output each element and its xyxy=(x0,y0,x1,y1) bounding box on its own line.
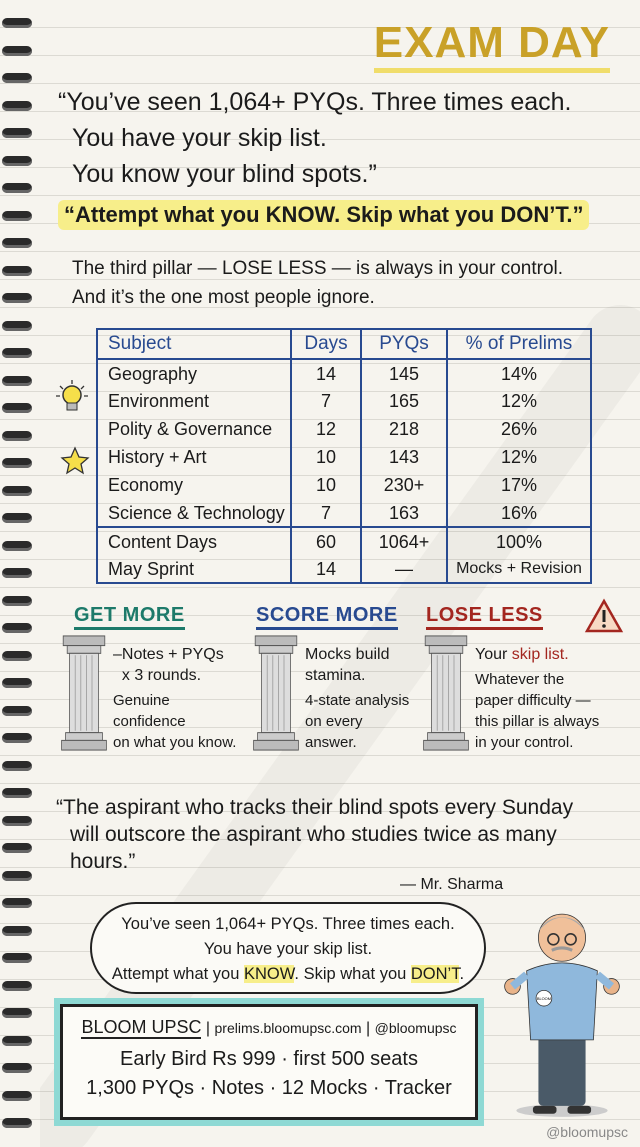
spiral-coil xyxy=(2,843,32,853)
spiral-coil xyxy=(2,568,32,578)
footer-contact-line: BLOOM UPSC | prelims.bloomupsc.com | @bloomupsc xyxy=(81,1017,457,1037)
spiral-coil xyxy=(2,898,32,908)
bubble-line: You’ve seen 1,064+ PYQs. Three times each. xyxy=(121,915,455,933)
spiral-coil xyxy=(2,293,32,303)
table-cell: 100% xyxy=(447,527,591,555)
spiral-coil xyxy=(2,761,32,771)
mentor-character-illustration xyxy=(496,900,628,1120)
col-header: PYQs xyxy=(361,329,447,359)
col-header: % of Prelims xyxy=(447,329,591,359)
spiral-coil xyxy=(2,403,32,413)
table-cell: 26% xyxy=(447,415,591,443)
table-cell: — xyxy=(361,555,447,583)
table-cell: 218 xyxy=(361,415,447,443)
pillar-text: paper difficulty — xyxy=(475,692,591,709)
spiral-coil xyxy=(2,156,32,166)
quote-line: You know your blind spots.” xyxy=(72,160,377,188)
spiral-coil xyxy=(2,183,32,193)
table-row xyxy=(97,555,591,583)
quote-line: will outscore the aspirant who studies twice as many hours.” xyxy=(70,823,557,873)
spiral-coil xyxy=(2,431,32,441)
table-cell: Content Days xyxy=(97,527,291,555)
table-cell: Economy xyxy=(108,475,184,495)
text: Attempt what you xyxy=(111,965,244,983)
quote-line: “You’ve seen 1,064+ PYQs. Three times each. xyxy=(58,88,572,116)
highlighted-mantra: “Attempt what you KNOW. Skip what you DON’T.” xyxy=(58,200,589,230)
spiral-coil xyxy=(2,1091,32,1101)
paragraph-line: And it’s the one most people ignore. xyxy=(72,287,375,308)
quote-line: “The aspirant who tracks their blind spots every Sunday xyxy=(56,796,574,819)
spiral-coil xyxy=(2,816,32,826)
pillar-get-more xyxy=(60,604,246,753)
table-cell: 14% xyxy=(447,359,591,387)
spiral-coil xyxy=(2,211,32,221)
table-cell: 14 xyxy=(291,555,361,583)
table-cell: May Sprint xyxy=(108,558,195,579)
table-cell: 10 xyxy=(291,471,361,499)
table-cell: 60 xyxy=(291,527,361,555)
pillar-text: Mocks build xyxy=(305,646,390,663)
attribution: — Mr. Sharma xyxy=(400,876,504,893)
table-cell: 12% xyxy=(447,387,591,415)
bubble-line: You have your skip list. xyxy=(203,940,373,958)
pillar-score-more xyxy=(252,604,416,753)
paragraph-line: The third pillar — LOSE LESS — is always in your control. xyxy=(72,258,564,279)
speech-bubble xyxy=(90,902,486,994)
spiral-coil xyxy=(2,101,32,111)
table-cell: Environment xyxy=(108,391,210,411)
spiral-coil xyxy=(2,953,32,963)
table-row xyxy=(97,471,591,499)
table-row xyxy=(97,499,591,527)
spiral-coil xyxy=(2,1063,32,1073)
spiral-coil xyxy=(2,733,32,743)
table-header-row xyxy=(97,329,591,359)
pillar-title: LOSE LESS xyxy=(426,604,543,630)
pillar-icon xyxy=(252,634,300,752)
website-link[interactable]: prelims.bloomupsc.com xyxy=(214,1020,362,1036)
col-header: Subject xyxy=(97,329,291,359)
spiral-coil xyxy=(2,651,32,661)
spiral-binding xyxy=(0,0,40,1147)
spiral-coil xyxy=(2,266,32,276)
spiral-coil xyxy=(2,788,32,798)
page-title: EXAM DAY xyxy=(374,18,610,73)
spiral-coil xyxy=(2,376,32,386)
table-row xyxy=(97,387,591,415)
spiral-coil xyxy=(2,926,32,936)
pillar-icon xyxy=(60,634,108,752)
opening-quote xyxy=(58,84,628,192)
table-cell: 163 xyxy=(361,499,447,527)
spiral-coil xyxy=(2,486,32,496)
spiral-coil xyxy=(2,1118,32,1128)
table-cell: History + Art xyxy=(108,447,207,467)
warning-icon xyxy=(584,598,624,639)
table-cell: 10 xyxy=(291,443,361,471)
pillar-text: Genuine confidence xyxy=(113,692,186,730)
table-cell: 16% xyxy=(447,499,591,527)
pillar-text: stamina. xyxy=(305,667,366,684)
table-cell: Geography xyxy=(108,363,198,384)
highlight-dont: DON’T xyxy=(410,965,460,983)
pillar-text: x 3 rounds. xyxy=(113,667,202,684)
table-cell: 143 xyxy=(361,443,447,471)
spiral-coil xyxy=(2,623,32,633)
table-row xyxy=(97,443,591,471)
pillar-icon xyxy=(422,634,470,752)
table-cell: 7 xyxy=(291,387,361,415)
table-cell: 12% xyxy=(447,443,591,471)
pillar-text: on what you know. xyxy=(113,734,237,751)
lightbulb-icon xyxy=(54,378,90,418)
skip-list-text: skip list. xyxy=(511,646,569,663)
study-plan-table xyxy=(96,328,592,584)
table-cell: Polity & Governance xyxy=(108,419,273,439)
spiral-coil xyxy=(2,706,32,716)
spiral-coil xyxy=(2,18,32,28)
spiral-coil xyxy=(2,128,32,138)
table-cell: 1064+ xyxy=(361,527,447,555)
table-cell: 230+ xyxy=(361,471,447,499)
table-cell: Science & Technology xyxy=(108,502,285,523)
pillar-title: GET MORE xyxy=(74,604,185,630)
col-header: Days xyxy=(291,329,361,359)
intro-paragraph xyxy=(72,254,632,312)
mentor-quote xyxy=(56,794,626,875)
spiral-coil xyxy=(2,46,32,56)
text: Your xyxy=(475,646,512,663)
table-row xyxy=(97,527,591,555)
quote-line: You have your skip list. xyxy=(72,124,327,152)
spiral-coil xyxy=(2,73,32,83)
spiral-coil xyxy=(2,348,32,358)
table-row xyxy=(97,359,591,387)
pillar-text: Whatever the xyxy=(475,671,565,688)
table-row xyxy=(97,415,591,443)
highlight-know: KNOW xyxy=(243,965,295,983)
social-handle[interactable]: @bloomupsc xyxy=(374,1020,457,1036)
spiral-coil xyxy=(2,1008,32,1018)
early-bird-offer: Early Bird Rs 999 · first 500 seats xyxy=(120,1048,418,1070)
pillar-text: in your control. xyxy=(475,734,574,751)
features-line: 1,300 PYQs · Notes · 12 Mocks · Tracker xyxy=(86,1077,452,1099)
table-cell: 14 xyxy=(291,359,361,387)
brand-name: BLOOM UPSC xyxy=(81,1017,202,1037)
spiral-coil xyxy=(2,1036,32,1046)
corner-handle: @bloomupsc xyxy=(546,1124,628,1140)
spiral-coil xyxy=(2,871,32,881)
text: . xyxy=(459,965,465,983)
badge-text: BLOOM xyxy=(536,995,551,1001)
table-cell: 12 xyxy=(291,415,361,443)
table-cell: 17% xyxy=(447,471,591,499)
spiral-coil xyxy=(2,238,32,248)
pillar-text: on every answer. xyxy=(305,713,363,751)
table-cell: 165 xyxy=(361,387,447,415)
text: . Skip what you xyxy=(294,965,411,983)
pillar-text xyxy=(475,644,630,665)
spiral-coil xyxy=(2,541,32,551)
pillar-text: this pillar is always xyxy=(475,713,600,730)
table-cell: 145 xyxy=(361,359,447,387)
spiral-coil xyxy=(2,981,32,991)
spiral-coil xyxy=(2,458,32,468)
spiral-coil xyxy=(2,513,32,523)
pillar-text: 4-state analysis xyxy=(305,692,410,709)
star-icon xyxy=(60,446,90,476)
footer-promo-box xyxy=(60,1004,478,1120)
table-cell: Mocks + Revision xyxy=(447,555,591,583)
pillar-text: –Notes + PYQs xyxy=(113,646,224,663)
pillar-title: SCORE MORE xyxy=(256,604,398,630)
spiral-coil xyxy=(2,596,32,606)
bubble-line xyxy=(92,962,484,987)
spiral-coil xyxy=(2,321,32,331)
table-cell: 7 xyxy=(291,499,361,527)
spiral-coil xyxy=(2,678,32,688)
